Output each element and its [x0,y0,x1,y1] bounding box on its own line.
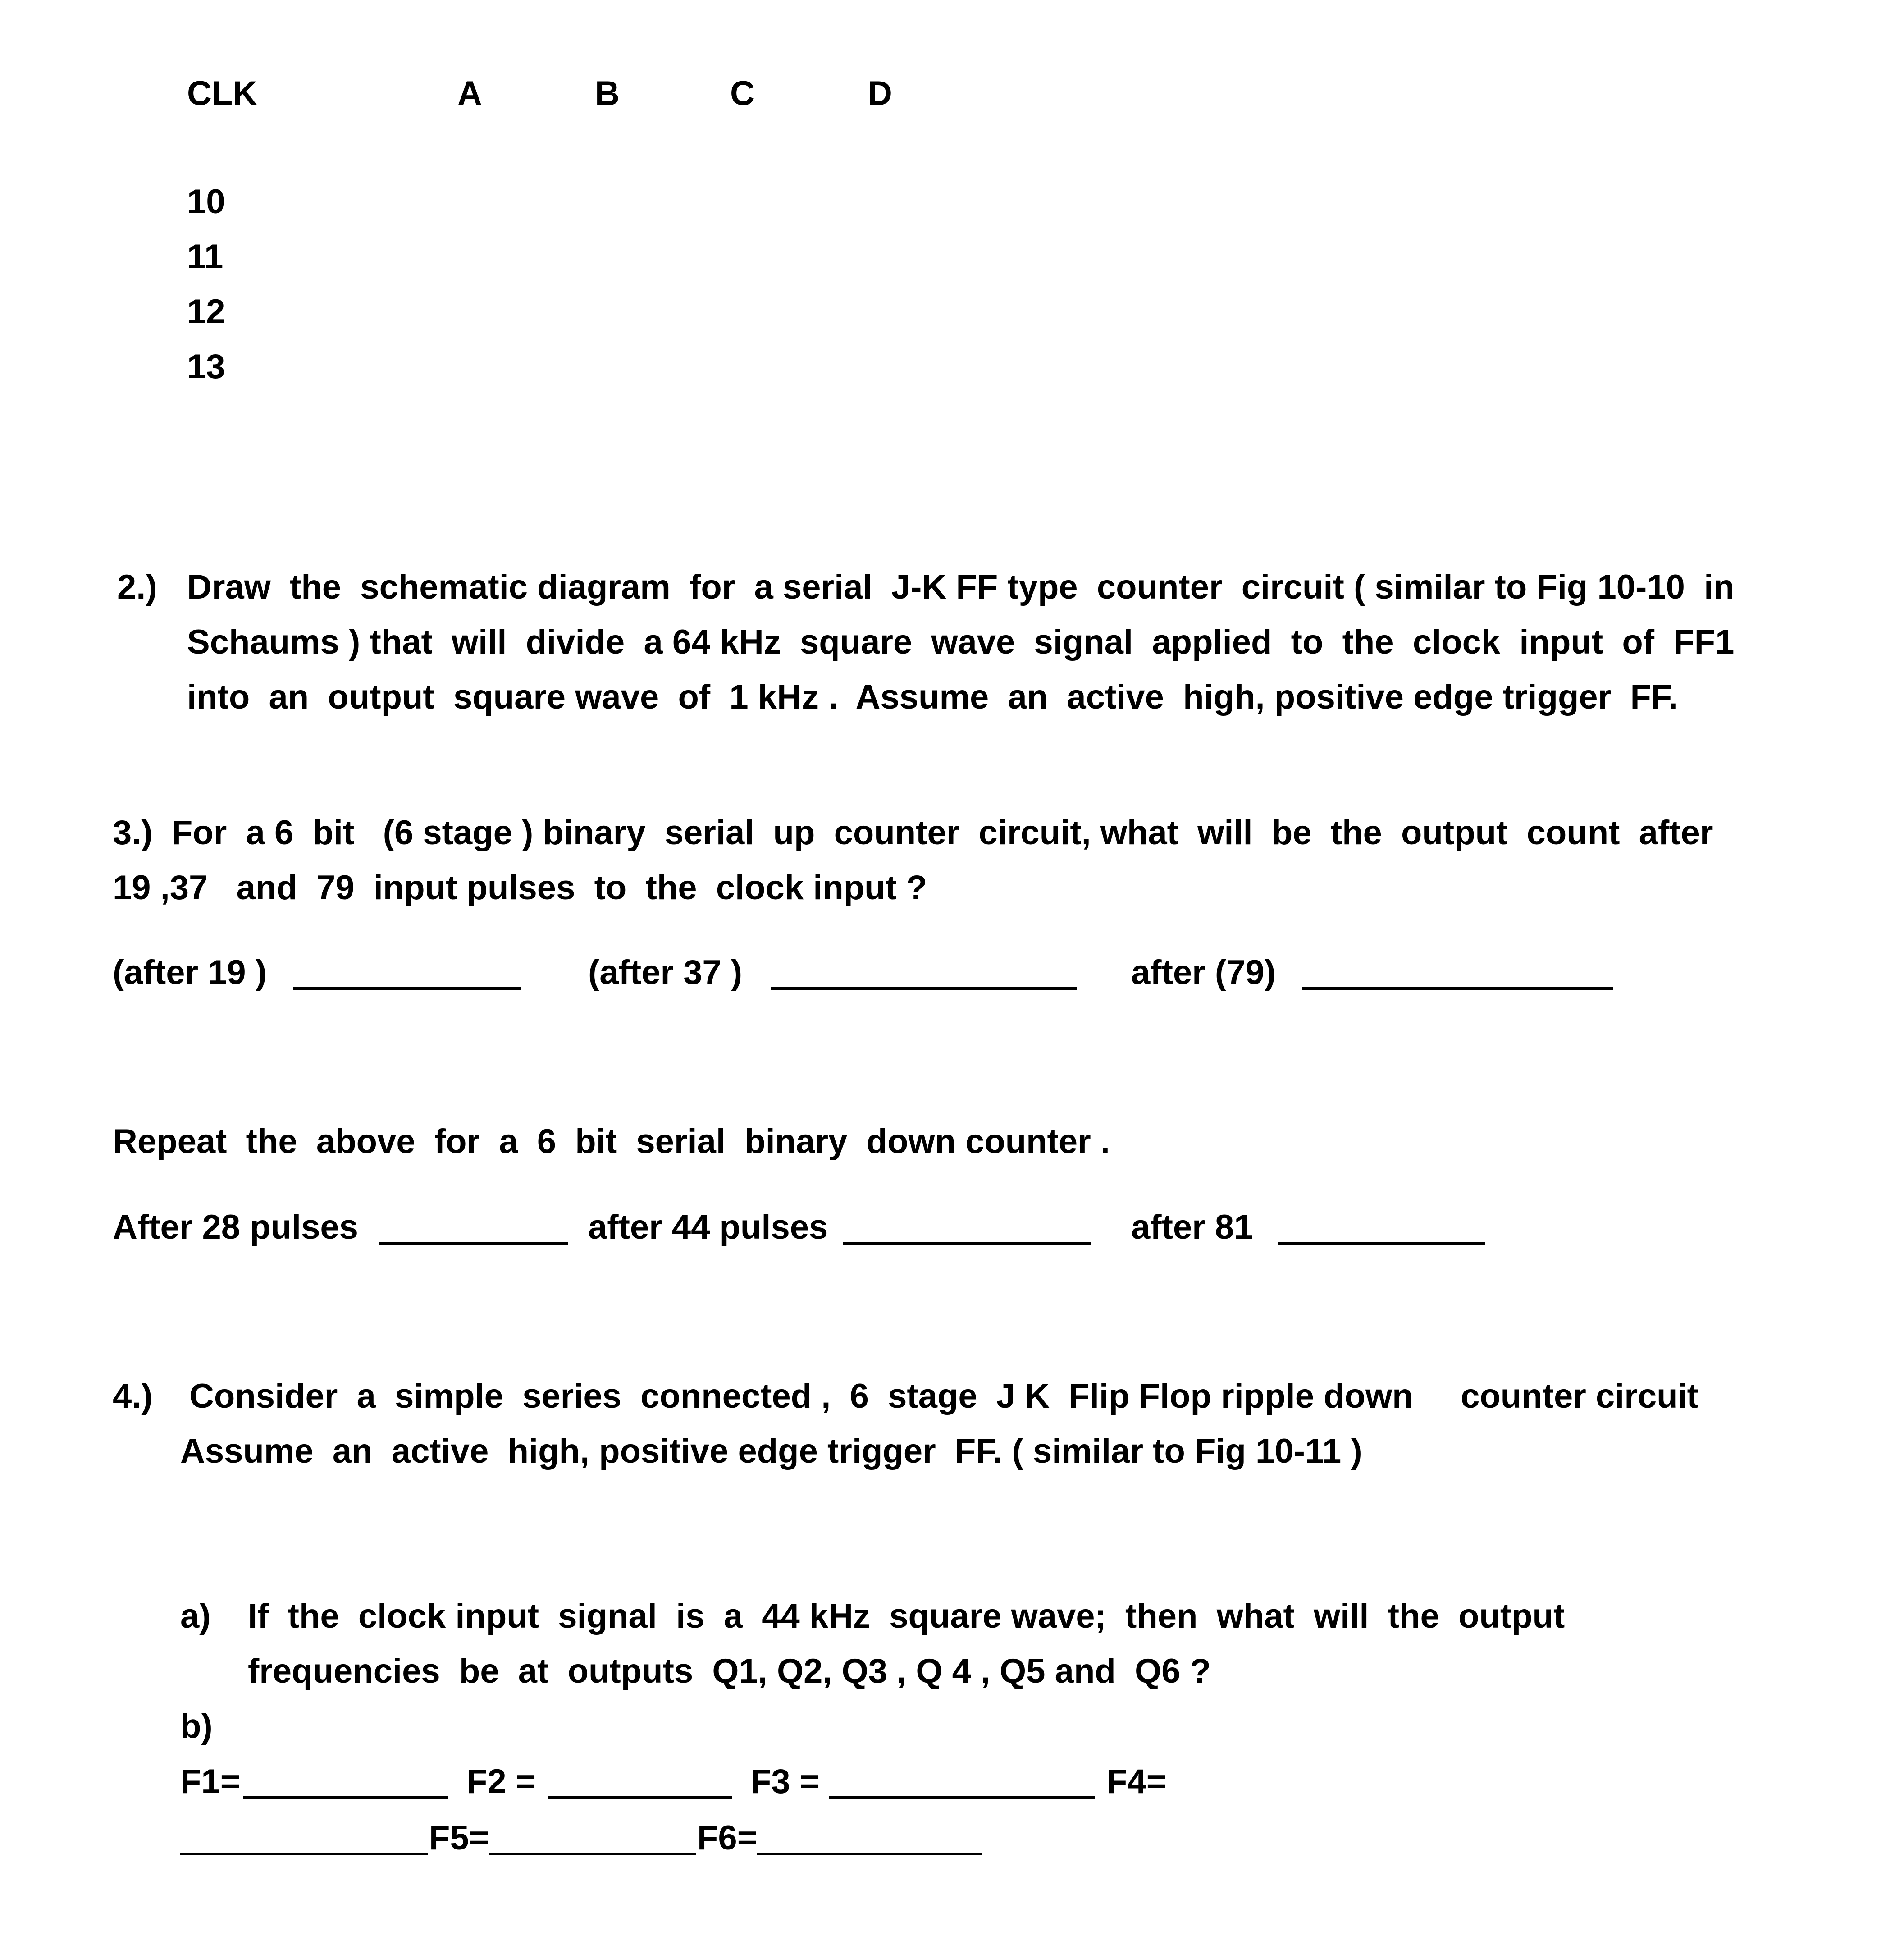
q2-number: 2.) [117,568,157,606]
q3-line: 3.) For a 6 bit (6 stage ) binary serial up counter circuit, what will be the output count after [113,814,1713,852]
q4-part-a-line: frequencies be at outputs Q1, Q2, Q3 , Q 4 , Q5 and Q6 ? [248,1652,1211,1690]
table-row-clk: 11 [187,238,224,276]
q3-after-19-answer-blank[interactable] [293,987,521,990]
f2-label: F2 = [466,1762,536,1801]
table-row-clk: 10 [187,183,225,221]
q3-after-37-answer-blank[interactable] [771,987,1077,990]
q3-after-19-label: (after 19 ) [113,953,267,992]
table-header-b: B [595,74,620,113]
table-header-a: A [457,74,482,113]
q3-after-79-answer-blank[interactable] [1302,987,1613,990]
q4-number: 4.) [113,1377,153,1415]
f5-answer-blank[interactable] [489,1853,696,1855]
q3-line: 19 ,37 and 79 input pulses to the clock input ? [113,869,927,907]
q4-part-a-label: a) [180,1597,211,1635]
q3-after-79-label: after (79) [1131,953,1276,992]
q3-after-44-answer-blank[interactable] [843,1242,1091,1245]
f4-label: F4= [1106,1762,1167,1801]
f6-answer-blank[interactable] [757,1853,982,1855]
q4-part-b-label: b) [180,1707,213,1745]
f1-answer-blank[interactable] [243,1796,448,1799]
q3-after-81-answer-blank[interactable] [1278,1242,1485,1245]
q2-line: Schaums ) that will divide a 64 kHz square wave signal applied to the clock input of FF1 [187,623,1735,661]
f3-label: F3 = [750,1762,820,1801]
f3-answer-blank[interactable] [829,1796,1095,1799]
f4-answer-blank[interactable] [180,1853,428,1855]
table-header-c: C [730,74,755,113]
q3-after-28-answer-blank[interactable] [379,1242,568,1245]
f5-label: F5= [429,1819,489,1857]
table-row-clk: 12 [187,293,225,331]
q4-part-a-line: If the clock input signal is a 44 kHz square wave; then what will the output [248,1597,1565,1635]
q3-after-28-label: After 28 pulses [113,1208,358,1246]
q4-line: Consider a simple series connected , 6 stage J K Flip Flop ripple down counter circuit [189,1377,1699,1415]
table-header-clk: CLK [187,74,258,113]
table-header-d: D [868,74,892,113]
f6-label: F6= [697,1819,758,1857]
f1-label: F1= [180,1762,241,1801]
q2-line: Draw the schematic diagram for a serial J-K FF type counter circuit ( similar to Fig 10-10 in [187,568,1735,606]
q3-repeat-instruction: Repeat the above for a 6 bit serial binary down counter . [113,1122,1110,1161]
q2-line: into an output square wave of 1 kHz . Assume an active high, positive edge trigger FF. [187,678,1678,716]
table-row-clk: 13 [187,348,225,386]
q3-after-81-label: after 81 [1131,1208,1253,1246]
q4-line: Assume an active high, positive edge trigger FF. ( similar to Fig 10-11 ) [180,1432,1362,1470]
q3-after-44-label: after 44 pulses [588,1208,828,1246]
f2-answer-blank[interactable] [548,1796,732,1799]
q3-after-37-label: (after 37 ) [588,953,743,992]
